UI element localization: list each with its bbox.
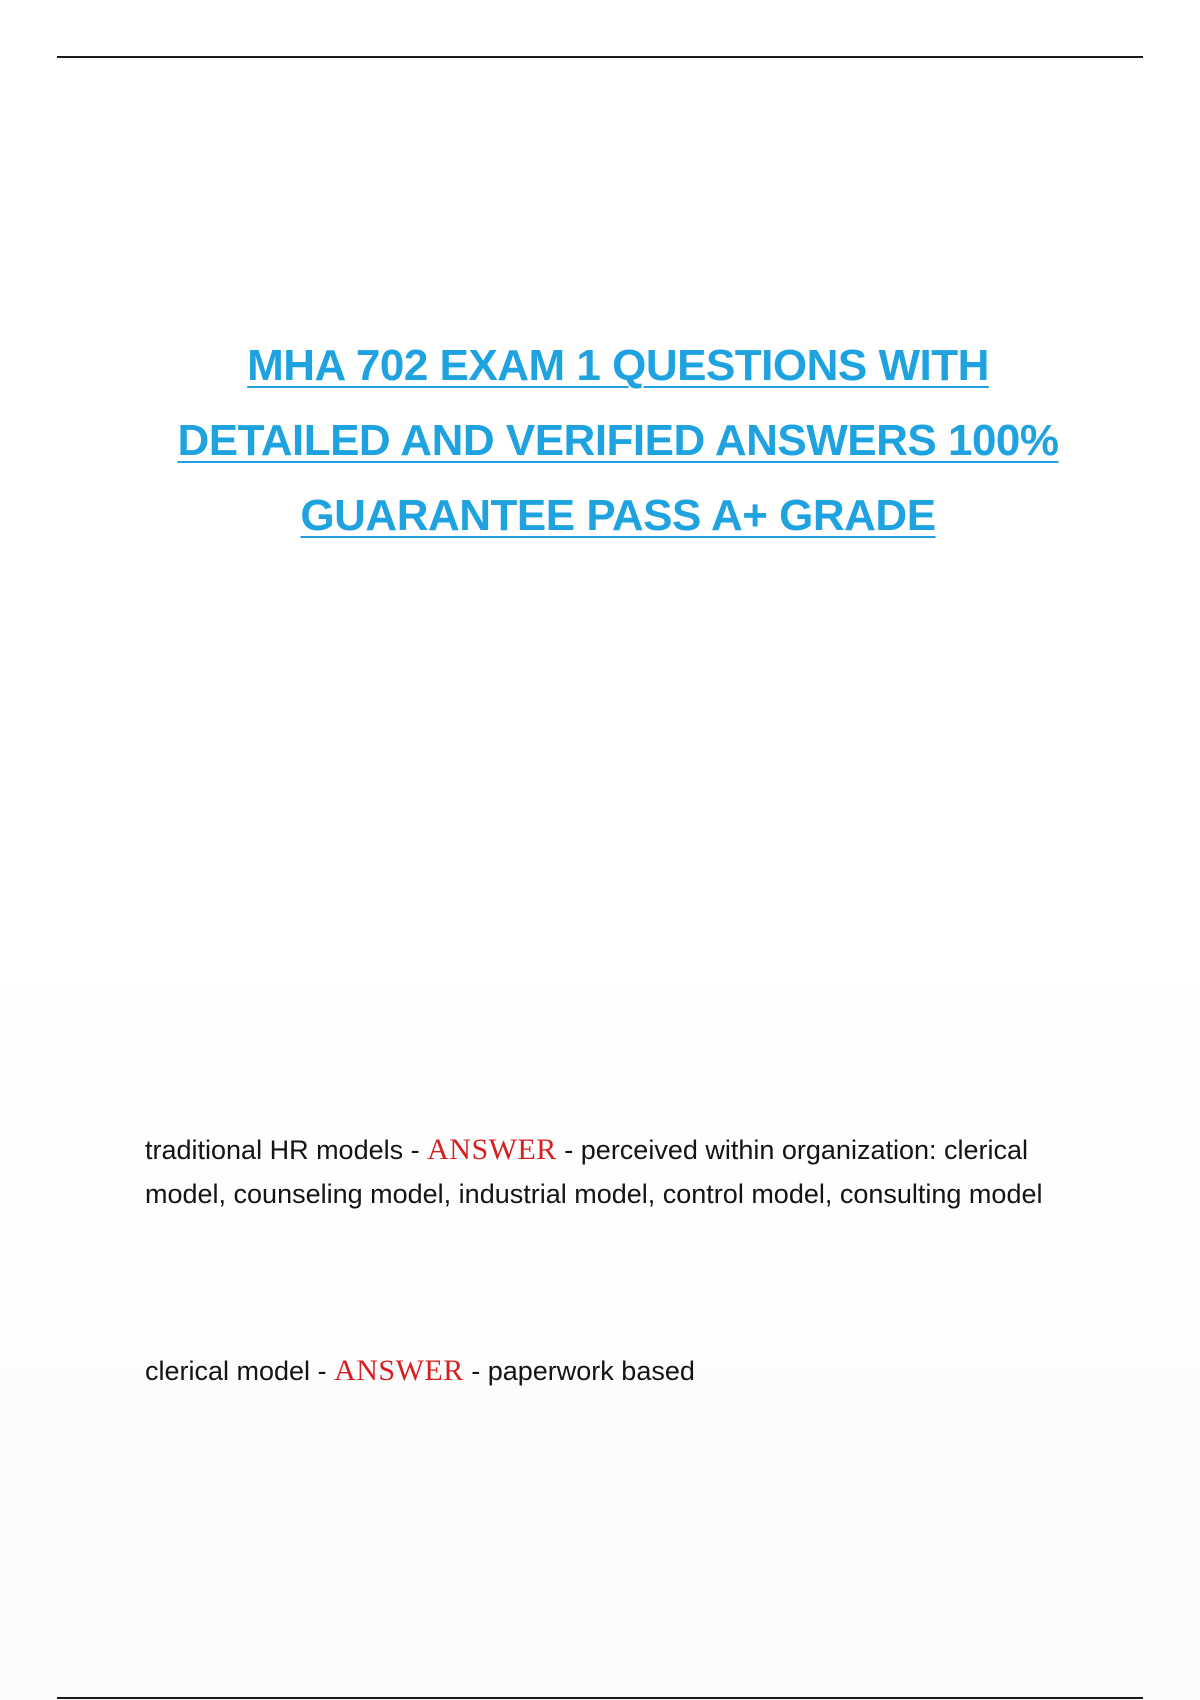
qa-definition: paperwork based [487,1356,695,1386]
title-line-2: DETAILED AND VERIFIED ANSWERS 100% [177,416,1059,465]
qa-separator: - [556,1135,581,1165]
qa-term: clerical model [145,1356,311,1386]
qa-term: traditional HR models [145,1135,404,1165]
qa-separator: - [403,1135,428,1165]
qa-entry [145,1128,1045,1216]
qa-separator: - [463,1356,488,1386]
qa-entry [145,1349,1045,1393]
qa-definition: perceived within organization: clerical model, counseling model, industrial model, control model, consulting model [145,1135,1043,1209]
document-title [130,328,1106,553]
answer-label: ANSWER [427,1133,557,1166]
bottom-rule [57,1697,1143,1699]
top-rule [57,56,1143,58]
answer-label: ANSWER [334,1354,464,1387]
title-line-3: GUARANTEE PASS A+ GRADE [300,491,936,540]
qa-separator: - [310,1356,335,1386]
title-line-1: MHA 702 EXAM 1 QUESTIONS WITH [247,341,989,390]
